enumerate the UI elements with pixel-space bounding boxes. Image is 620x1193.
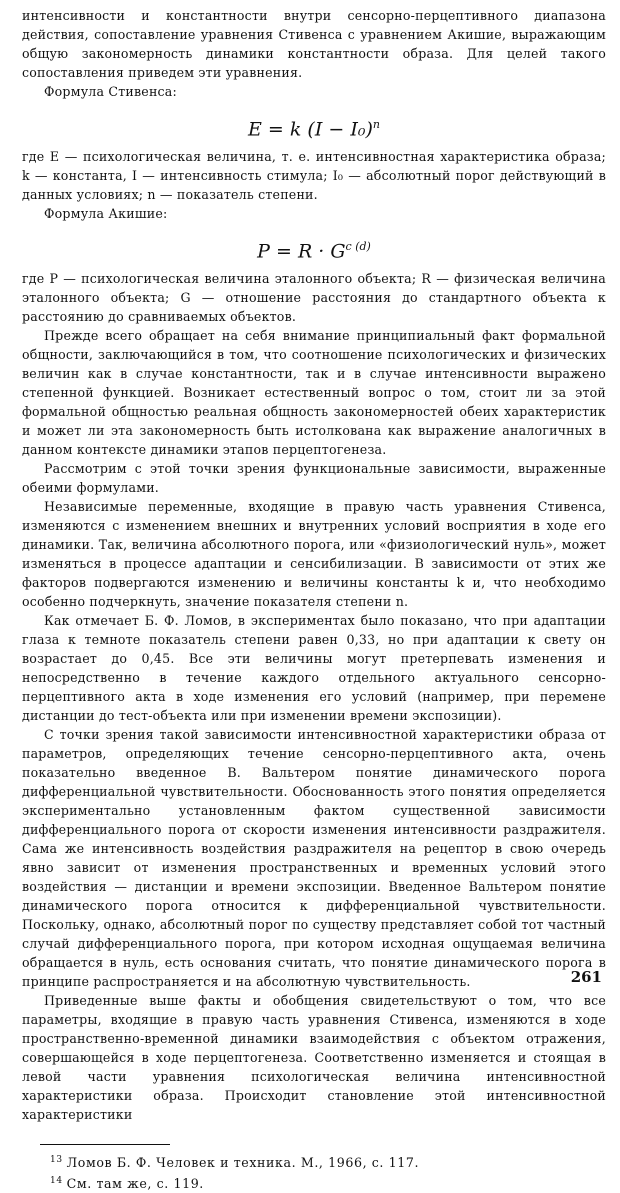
footnote-14-text: См. там же, с. 119.: [66, 1176, 204, 1192]
page-number: 261: [570, 968, 602, 986]
formula-akishie-base: P = R · G: [257, 240, 346, 263]
paragraph-formal-generality: Прежде всего обращает на себя внимание принципиальный факт формальной общности, заключающийся в том, что соотношение психологических и физических величин как в случае константности, так и в случае интенсивности выражено степенной функцией. Возникает естественный вопрос о том, стоит ли за этой формальной общностью реальная общность закономерностей обеих характеристик и может ли эта закономерность быть истолкована как выражение аналогичных в данном контексте динамики этапов перцептогенеза.: [22, 328, 606, 457]
footnote-14-number: 14: [50, 1176, 63, 1187]
footnote-13: [50, 1151, 606, 1172]
paragraph-intro: интенсивности и константности внутри сенсорно-перцептивного диапазона действия, сопоставление уравнения Стивенса с уравнением Акишие, выражающим общую закономерность динамики константности образа. Для целей такого сопоставления приведем эти уравнения.: [22, 8, 606, 80]
footnote-14: [50, 1172, 606, 1193]
paragraph-lomov: Как отмечает Б. Ф. Ломов, в экспериментах было показано, что при адаптации глаза к темноте показатель степени равен 0,33, но при адаптации к свету он возрастает до 0,45. Все эти величины могут претерпевать изменения и непосредственно в течение каждого отдельного актуального сенсорно-перцептивного акта в ходе изменения его условий (например, при перемене дистанции до тест-объекта или при изменении времени экспозиции).: [22, 613, 606, 723]
formula-akishie-exponent: c (d): [345, 240, 371, 253]
paragraph-stevens-explanation: где E — психологическая величина, т. е. интенсивностная характеристика образа; k — константа, I — интенсивность стимула; I₀ — абсолютный порог действующий в данных условиях; n — показатель степени.: [22, 149, 606, 202]
paragraph-stevens-label: Формула Стивенса:: [44, 84, 177, 99]
paragraph-akishie-label: Формула Акишие:: [44, 206, 168, 221]
footnote-divider: [40, 1144, 170, 1145]
paragraph-dynamic-threshold: С точки зрения такой зависимости интенсивностной характеристики образа от параметров, определяющих течение сенсорно-перцептивного акта, очень показательно введенное В. Вальтером понятие динамического порога дифференциальной чувствительности. Обоснованность этого понятия определяется экспериментально установленным фактом существенной зависимости дифференциального порога от скорости изменения интенсивности раздражителя. Сама же интенсивность воздействия раздражителя на рецептор в свою очередь явно зависит от изменения пространственных и временных условий этого воздействия — дистанции и времени экспозиции. Введенное Вальтером понятие динамического порога относится к дифференциальной чувствительности. Поскольку, однако, абсолютный порог по существу представляет собой тот частный случай дифференциального порога, при котором исходная ощущаемая величина обращается в нуль, есть основания считать, что понятие динамического порога в принципе распространяется и на абсолютную чувствительность.: [22, 727, 606, 989]
footnote-13-text: Ломов Б. Ф. Человек и техника. М., 1966, с. 117.: [66, 1155, 420, 1171]
formula-stevens-exponent: n: [372, 118, 380, 131]
paragraph-conclusion: Приведенные выше факты и обобщения свидетельствуют о том, что все параметры, входящие в правую часть уравнения Стивенса, изменяются в ходе пространственно-временной динамики взаимодействия с объектом отражения, совершающейся в ходе перцептогенеза. Соответственно изменяется и стоящая в левой части уравнения психологическая величина интенсивностной характеристики образа. Происходит становление этой интенсивностной характеристики: [22, 993, 606, 1122]
paragraph-consider: Рассмотрим с этой точки зрения функциональные зависимости, выраженные обеими формулами.: [22, 461, 606, 495]
paragraph-akishie-explanation: где P — психологическая величина эталонного объекта; R — физическая величина эталонного объекта; G — отношение расстояния до стандартного объекта к расстоянию до сравниваемых объектов.: [22, 271, 606, 324]
paragraph-variables: Независимые переменные, входящие в правую часть уравнения Стивенса, изменяются с изменением внешних и внутренних условий восприятия в ходе его динамики. Так, величина абсолютного порога, или «физиологический нуль», может изменяться в процессе адаптации и сенсибилизации. В зависимости от этих же факторов подвергаются изменению и величины константы k и, что необходимо особенно подчеркнуть, значение показателя степени n.: [22, 499, 606, 609]
formula-akishie: [22, 227, 606, 267]
formula-stevens-base: E = k (I − I₀): [248, 118, 373, 141]
formula-stevens: [22, 105, 606, 145]
footnote-13-number: 13: [50, 1155, 63, 1165]
